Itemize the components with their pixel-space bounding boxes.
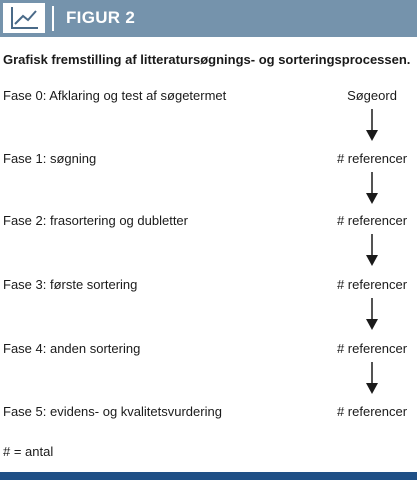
line-chart-icon bbox=[3, 3, 45, 33]
footnote: # = antal bbox=[3, 444, 54, 459]
down-arrow-icon bbox=[362, 233, 382, 267]
figure-caption: Grafisk fremstilling af litteratursøgnings- og sorteringsprocessen. bbox=[3, 52, 411, 67]
count-label: # referencer bbox=[336, 213, 408, 228]
count-label: # referencer bbox=[336, 277, 408, 292]
phase-label: Fase 5: evidens- og kvalitetsvurdering bbox=[3, 404, 222, 419]
down-arrow-icon bbox=[362, 171, 382, 205]
phase-label: Fase 2: frasortering og dubletter bbox=[3, 213, 188, 228]
down-arrow-icon bbox=[362, 297, 382, 331]
figure-header bbox=[0, 0, 417, 37]
count-label: Søgeord bbox=[347, 88, 397, 103]
bottom-bar bbox=[0, 472, 417, 480]
phase-label: Fase 1: søgning bbox=[3, 151, 97, 166]
down-arrow-icon bbox=[362, 108, 382, 142]
phase-row-1 bbox=[0, 151, 417, 171]
down-arrow-icon bbox=[362, 361, 382, 395]
phase-row-4 bbox=[0, 341, 417, 361]
header-divider bbox=[52, 6, 54, 31]
count-label: # referencer bbox=[336, 404, 408, 419]
phase-row-5 bbox=[0, 404, 417, 424]
count-label: # referencer bbox=[336, 151, 408, 166]
phase-label: Fase 3: første sortering bbox=[3, 277, 138, 292]
figure-label: FIGUR 2 bbox=[66, 8, 136, 27]
phase-row-3 bbox=[0, 277, 417, 297]
count-label: # referencer bbox=[336, 341, 408, 356]
phase-label: Fase 4: anden sortering bbox=[3, 341, 141, 356]
phase-row-2 bbox=[0, 213, 417, 233]
phase-row-0 bbox=[0, 88, 417, 108]
phase-label: Fase 0: Afklaring og test af søgetermet bbox=[3, 88, 227, 103]
